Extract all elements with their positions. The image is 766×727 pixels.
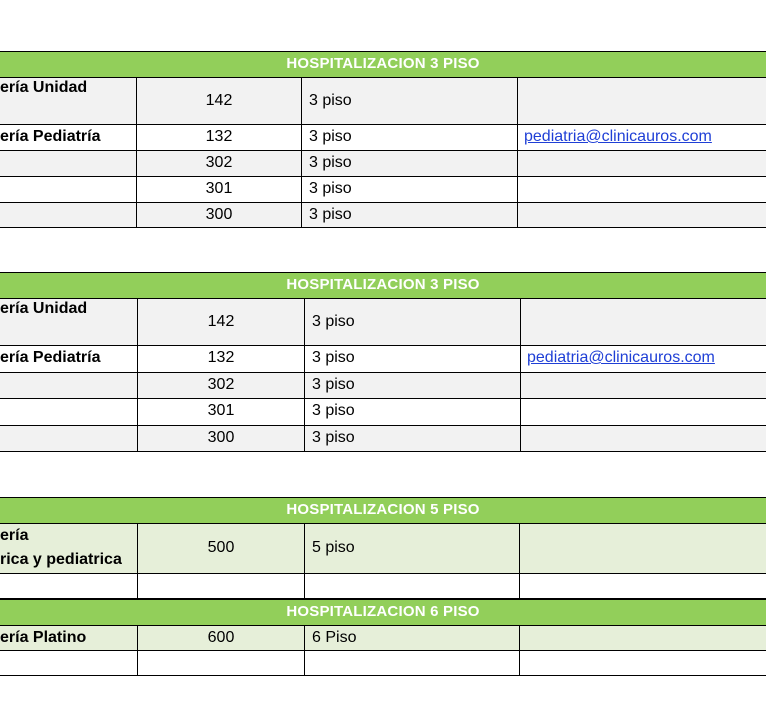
table-hospitalizacion-6-piso <box>0 599 766 676</box>
floor: 5 piso <box>312 539 355 556</box>
extension: 302 <box>207 376 235 393</box>
table-hospitalizacion-5-piso <box>0 497 766 599</box>
email-link[interactable]: pediatria@clinicauros.com <box>524 128 712 145</box>
table-header-title: HOSPITALIZACION 6 PISO <box>286 603 480 620</box>
extension: 142 <box>207 313 235 330</box>
table-row <box>0 177 766 203</box>
unit-name: ería Unidad <box>0 300 88 317</box>
unit-name: ería Unidad <box>0 79 88 96</box>
floor: 3 piso <box>312 429 355 446</box>
unit-name: ería Pediatría <box>0 349 101 366</box>
table-row <box>0 78 766 125</box>
extension: 500 <box>207 539 235 556</box>
floor: 3 piso <box>309 128 352 145</box>
table-row <box>0 626 766 651</box>
table-header-title: HOSPITALIZACION 3 PISO <box>286 55 480 72</box>
floor: 6 Piso <box>312 629 357 646</box>
table-row <box>0 125 766 151</box>
extension: 300 <box>207 429 235 446</box>
table-row <box>0 203 766 228</box>
table-row <box>0 151 766 177</box>
table-header <box>0 51 766 78</box>
table-row <box>0 373 766 399</box>
table-header-title: HOSPITALIZACION 5 PISO <box>286 501 480 518</box>
extension: 142 <box>205 92 233 109</box>
unit-name-line1: ería <box>0 527 29 544</box>
extension: 600 <box>207 629 235 646</box>
table-header-title: HOSPITALIZACION 3 PISO <box>286 276 480 293</box>
table-row <box>0 524 766 574</box>
table-hospitalizacion-3-piso-b <box>0 272 766 452</box>
floor: 3 piso <box>312 376 355 393</box>
unit-name-line2: rica y pediatrica <box>0 551 122 568</box>
table-header <box>0 272 766 299</box>
table-row <box>0 574 766 599</box>
floor: 3 piso <box>312 402 355 419</box>
floor: 3 piso <box>309 92 352 109</box>
floor: 3 piso <box>309 154 352 171</box>
unit-name: ería Platino <box>0 629 87 646</box>
table-row <box>0 651 766 676</box>
email-link[interactable]: pediatria@clinicauros.com <box>527 349 715 366</box>
floor: 3 piso <box>312 313 355 330</box>
extension: 300 <box>205 206 233 223</box>
table-header <box>0 599 766 626</box>
floor: 3 piso <box>309 180 352 197</box>
extension: 132 <box>205 128 233 145</box>
table-row <box>0 426 766 452</box>
table-row <box>0 346 766 373</box>
extension: 301 <box>207 402 235 419</box>
table-hospitalizacion-3-piso-a <box>0 51 766 228</box>
floor: 3 piso <box>309 206 352 223</box>
extension: 301 <box>205 180 233 197</box>
table-header <box>0 497 766 524</box>
table-row <box>0 399 766 426</box>
unit-name: ería Pediatría <box>0 128 101 145</box>
extension: 132 <box>207 349 235 366</box>
table-row <box>0 299 766 346</box>
extension: 302 <box>205 154 233 171</box>
floor: 3 piso <box>312 349 355 366</box>
